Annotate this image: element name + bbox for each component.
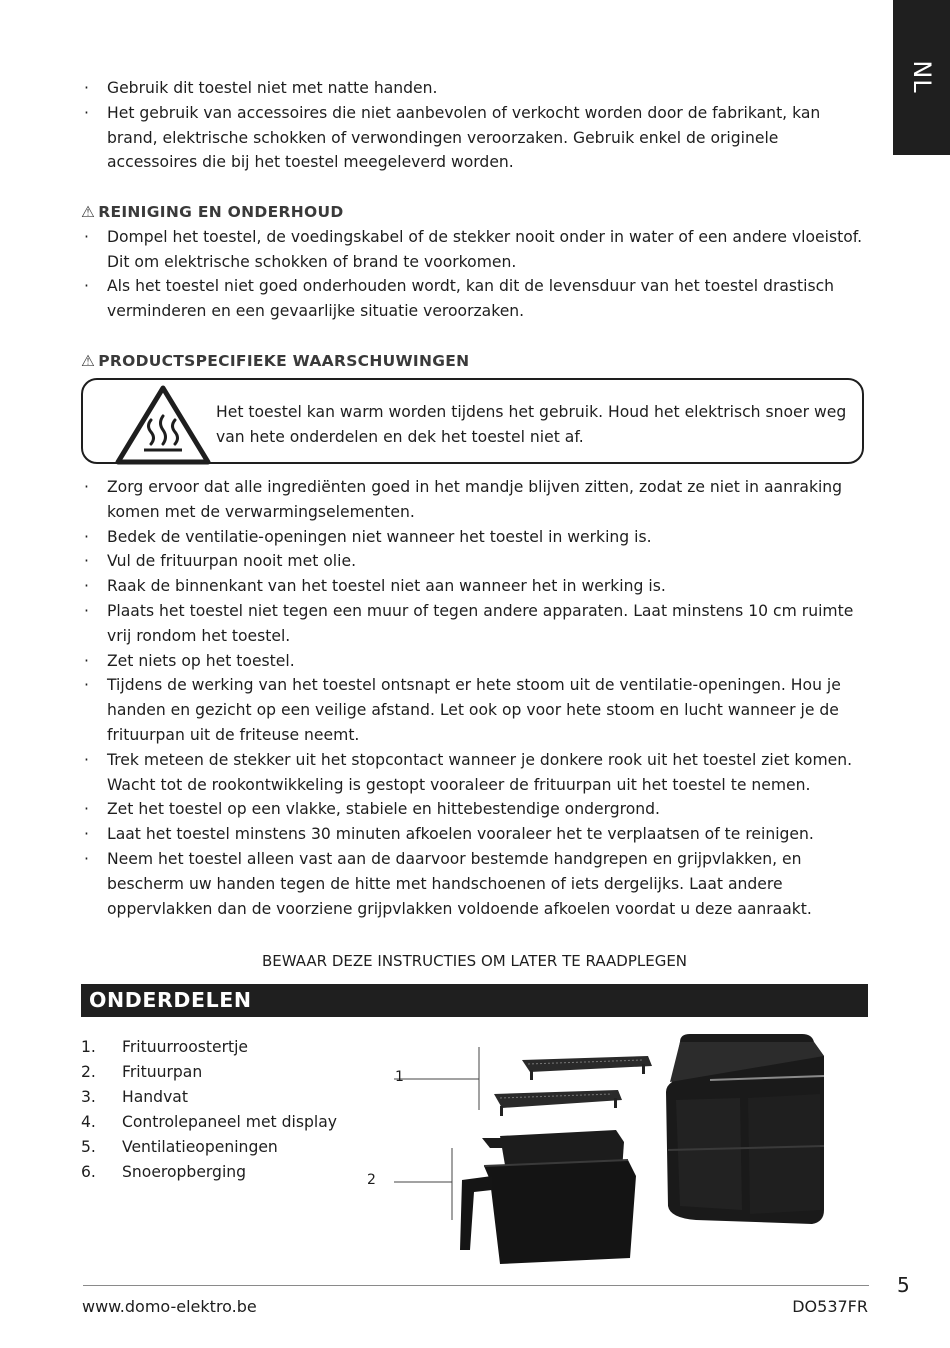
part-label: Controlepaneel met display xyxy=(122,1113,338,1131)
product-warnings-bullet-list xyxy=(81,475,871,921)
warning-box-text: Het toestel kan warm worden tijdens het gebruik. Houd het elektrisch snoer weg van hete onderdelen en dek het toestel niet af. xyxy=(216,403,847,446)
part-number: 1. xyxy=(81,1038,96,1056)
callout-label: 2 xyxy=(367,1172,376,1188)
model-number: DO537FR xyxy=(792,1297,868,1316)
parts-section-title: ONDERDELEN xyxy=(81,984,868,1017)
parts-list-item xyxy=(81,1160,337,1185)
list-item: · Vul de frituurpan nooit met olie. xyxy=(81,549,871,574)
list-item: · Raak de binnenkant van het toestel niet aan wanneer het in werking is. xyxy=(81,574,871,599)
list-item: · Tijdens de werking van het toestel ontsnapt er hete stoom uit de ventilatie-openingen. Hou je handen en gezicht op een veilige afstand. Let ook op voor hete stoom en lucht wanneer je de frituurpan uit de friteuse neemt. xyxy=(81,673,871,747)
page-number: 5 xyxy=(897,1273,910,1297)
product-warnings-heading-wrap xyxy=(81,349,871,374)
website-link[interactable]: www.domo-elektro.be xyxy=(82,1297,257,1316)
hot-surface-icon xyxy=(114,384,212,466)
product-warnings-section xyxy=(81,475,871,921)
cleaning-section xyxy=(81,200,871,324)
part-label: Frituurroostertje xyxy=(122,1038,249,1056)
part-number: 6. xyxy=(81,1163,96,1181)
part-label: Frituurpan xyxy=(122,1063,203,1081)
heading-text: REINIGING EN ONDERHOUD xyxy=(98,203,344,221)
list-item: · Neem het toestel alleen vast aan de daarvoor bestemde handgrepen en grijpvlakken, en bescherm uw handen tegen de hitte met handschoenen of iets dergelijks. Laat andere oppervlakken dan de voorziene grijpvlakken voldoende afkoelen voordat u deze aanraakt. xyxy=(81,847,871,921)
section-heading xyxy=(81,200,871,225)
hot-surface-warning-box xyxy=(81,378,864,464)
list-item: · Als het toestel niet goed onderhouden wordt, kan dit de levensduur van het toestel drastisch verminderen en een gevaarlijke situatie veroorzaken. xyxy=(81,274,871,324)
part-label: Snoeropberging xyxy=(122,1163,247,1181)
part-label: Handvat xyxy=(122,1088,188,1106)
intro-section xyxy=(81,76,871,175)
part-number: 4. xyxy=(81,1113,96,1131)
warning-icon: ⚠ xyxy=(81,352,96,370)
warning-icon: ⚠ xyxy=(81,203,96,221)
section-heading xyxy=(81,349,871,374)
part-number: 5. xyxy=(81,1138,96,1156)
part-number: 3. xyxy=(81,1088,96,1106)
part-label: Ventilatieopeningen xyxy=(122,1138,278,1156)
list-item: · Trek meteen de stekker uit het stopcontact wanneer je donkere rook uit het toestel ziet komen. Wacht tot de rookontwikkeling is gestopt vooraleer de frituurpan uit het toestel te nemen. xyxy=(81,748,871,798)
list-item: · Het gebruik van accessoires die niet aanbevolen of verkocht worden door de fabrikant, kan brand, elektrische schokken of verwondingen veroorzaken. Gebruik enkel de originele accessoires die bij het toestel meegeleverd worden. xyxy=(81,101,871,175)
intro-bullet-list xyxy=(81,76,871,175)
parts-list xyxy=(81,1035,337,1185)
list-item: · Zet het toestel op een vlakke, stabiele en hittebestendige ondergrond. xyxy=(81,797,871,822)
list-item: · Dompel het toestel, de voedingskabel of de stekker nooit onder in water of een andere vloeistof. Dit om elektrische schokken of brand te voorkomen. xyxy=(81,225,871,275)
list-item: · Zet niets op het toestel. xyxy=(81,649,871,674)
parts-list-item xyxy=(81,1135,337,1160)
parts-list-item xyxy=(81,1085,337,1110)
part-number: 2. xyxy=(81,1063,96,1081)
list-item: · Plaats het toestel niet tegen een muur of tegen andere apparaten. Laat minstens 10 cm ruimte vrij rondom het toestel. xyxy=(81,599,871,649)
list-item: · Gebruik dit toestel niet met natte handen. xyxy=(81,76,871,101)
parts-list-item xyxy=(81,1035,337,1060)
parts-list-item xyxy=(81,1110,337,1135)
footer-divider xyxy=(83,1285,869,1286)
keep-instructions-note: BEWAAR DEZE INSTRUCTIES OM LATER TE RAADPLEGEN xyxy=(261,952,688,970)
list-item: · Zorg ervoor dat alle ingrediënten goed in het mandje blijven zitten, zodat ze niet in aanraking komen met de verwarmingselementen. xyxy=(81,475,871,525)
parts-list-item xyxy=(81,1060,337,1085)
callout-label: 1 xyxy=(395,1069,404,1085)
air-fryer-illustration xyxy=(380,1030,860,1270)
heading-text: PRODUCTSPECIFIEKE WAARSCHUWINGEN xyxy=(98,352,470,370)
list-item: · Bedek de ventilatie-openingen niet wanneer het toestel in werking is. xyxy=(81,525,871,550)
list-item: · Laat het toestel minstens 30 minuten afkoelen vooraleer het te verplaatsen of te reinigen. xyxy=(81,822,871,847)
language-tab xyxy=(893,0,950,155)
cleaning-bullet-list xyxy=(81,225,871,324)
language-label: NL xyxy=(907,60,936,94)
